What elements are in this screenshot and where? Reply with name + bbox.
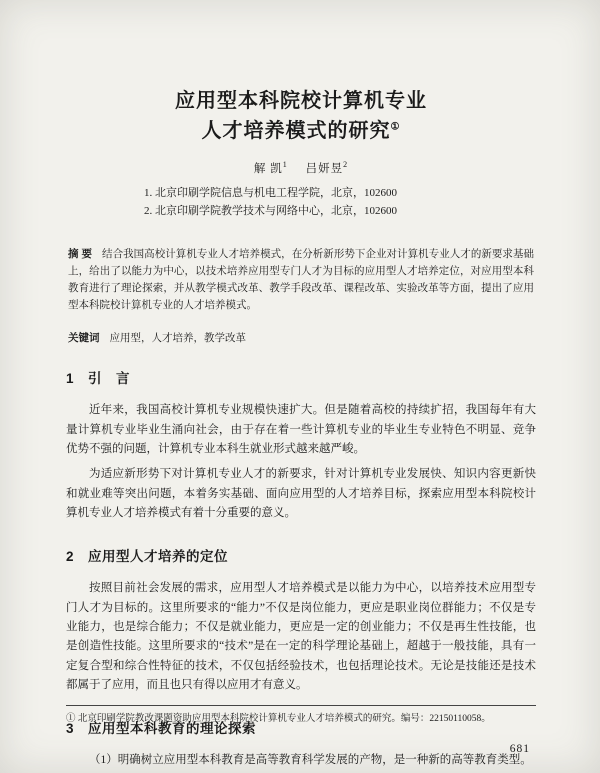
keywords-label: 关键词 — [68, 332, 100, 345]
affiliation-1: 1. 北京印刷学院信息与机电工程学院，北京，102600 — [144, 187, 397, 199]
section-1-paragraph-1: 近年来，我国高校计算机专业规模快速扩大。但是随着高校的持续扩招，我国每年有大量计算机专业毕业生涌向社会，由于存在着一些计算机专业的毕业生专业特色不明显、竞争优势不强的问题，计算机专业本科生就业形式越来越严峻。 — [66, 404, 536, 456]
abstract-text: 结合我国高校计算机专业人才培养模式，在分析新形势下企业对计算机专业人才的新要求基础上，给出了以能力为中心，以技术培养应用型专门人才为目标的应用型人才培养定位，对应用型本科教育进行了理论探索，并从教学模式改革、教学手段改革、课程改革、实验改革等方面，提出了应用型本科院校计算机专业的人才培养模式。 — [68, 249, 534, 311]
section-2-paragraph-1: 按照目前社会发展的需求，应用型人才培养模式是以能力为中心，以培养技术应用型专门人才为目标的。这里所要求的“能力”不仅是岗位能力，更应是职业岗位群能力；不仅是专业能力，也是综合能力；不仅是就业能力，更应是一定的创业能力；不仅是再生性技能，也是创造性技能。这里所要求的“技术”是在一定的科学理论基础上，超越于一般技能，具有一定复合型和综合性特征的技术，不仅包括经验技术，也包括理论技术。无论是技能还是技术都属于了应用，而且也只有得以应用才有意义。 — [66, 582, 536, 691]
footnote-text: 北京印刷学院教改课题资助应用型本科院校计算机专业人才培养模式的研究。编号：22150110058。 — [77, 713, 491, 724]
keywords-text: 应用型，人才培养，教学改革 — [109, 333, 246, 345]
abstract-label: 摘 要 — [68, 248, 93, 261]
paper-title-line2: 人才培养模式的研究 — [201, 120, 391, 142]
affiliation-list — [66, 184, 536, 220]
section-3-heading: 3 应用型本科教育的理论探索 — [66, 721, 257, 737]
paper-title — [66, 86, 536, 146]
footnote-marker: ① — [66, 713, 76, 724]
section-2-heading: 2 应用型人才培养的定位 — [66, 549, 229, 565]
paper-title-line1: 应用型本科院校计算机专业 — [175, 90, 427, 112]
affiliation-2: 2. 北京印刷学院教学技术与网络中心，北京，102600 — [144, 205, 397, 218]
author-1: 解 凯$^1$ — [253, 160, 288, 175]
author-2: 吕妍昱$^2$ — [305, 160, 349, 175]
title-footnote-mark: ① — [390, 121, 401, 133]
author-line — [66, 160, 536, 176]
page-number: 681 — [509, 743, 530, 755]
footnote — [66, 705, 536, 727]
keywords — [68, 330, 534, 345]
abstract — [68, 246, 534, 314]
section-3-paragraph-1: （1）明确树立应用型本科教育是高等教育科学发展的产物，是一种新的高等教育类型。 — [89, 754, 532, 767]
section-1-paragraph-2: 为适应新形势下对计算机专业人才的新要求，针对计算机专业发展快、知识内容更新快和就业难等突出问题，本着务实基础、面向应用型的人才培养目标，探索应用型本科院校计算机专业人才培养模式有着十分重要的意义。 — [66, 468, 536, 520]
section-1-heading: 1 引 言 — [66, 371, 131, 387]
